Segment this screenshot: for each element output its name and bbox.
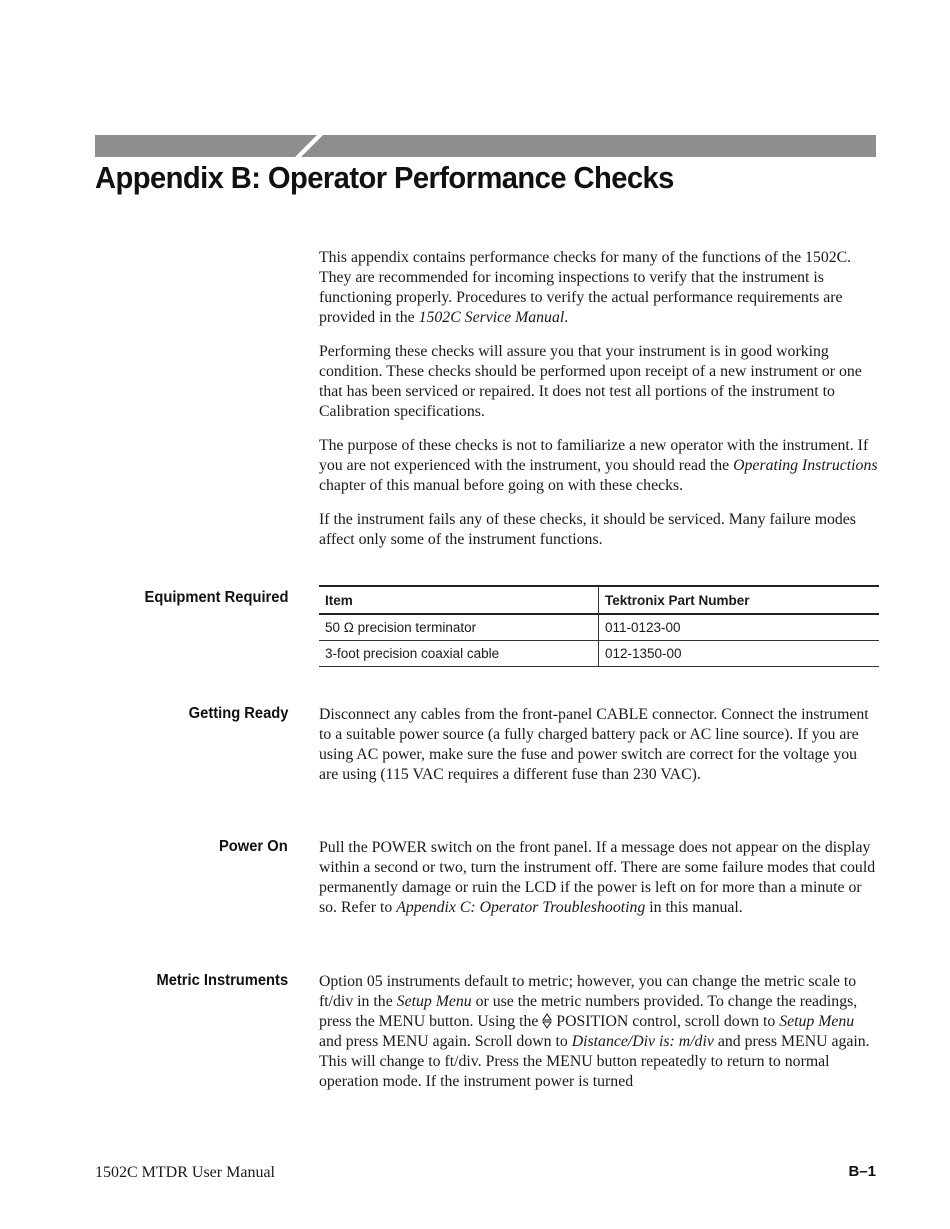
column-header-item: Item bbox=[319, 586, 599, 614]
column-header-part-number: Tektronix Part Number bbox=[605, 592, 750, 608]
getting-ready-section bbox=[319, 705, 879, 785]
intro-paragraph: This appendix contains performance checks for many of the functions of the 1502C. They are recommended for incoming inspections to verify that the instrument is functioning properly. Procedures to verify the actual performance requirements are provided in the 1502C Service Manual. bbox=[319, 249, 852, 326]
page-title: Appendix B: Operator Performance Checks bbox=[95, 160, 674, 195]
italic-reference: 1502C Service Manual bbox=[418, 309, 565, 326]
intro-paragraph: Performing these checks will assure you that your instrument is in good working condition. These checks should be performed upon receipt of a new instrument or one that has been serviced or repaired. It does not test all portions of the instrument to Calibration specifications. bbox=[319, 343, 862, 420]
getting-ready-heading: Getting Ready bbox=[188, 705, 288, 722]
intro-paragraph: The purpose of these checks is not to familiarize a new operator with the instrument. If you are not experienced with the instrument, you should read the Operating Instructions chapter of this manual before going on with these checks. bbox=[319, 437, 878, 494]
table-cell-part-number: 011-0123-00 bbox=[605, 620, 681, 635]
getting-ready-text: Disconnect any cables from the front-panel CABLE connector. Connect the instrument to a suitable power source (a fully charged battery pack or AC line source). If you are using AC power, make sure the fuse and power switch are correct for the voltage you are using (115 VAC requires a different fuse than 230 VAC). bbox=[319, 706, 869, 783]
up-down-arrows-icon bbox=[542, 1013, 552, 1029]
italic-reference: Appendix C: Operator Troubleshooting bbox=[396, 899, 646, 916]
power-on-text: Pull the POWER switch on the front panel. If a message does not appear on the display within a second or two, turn the instrument off. There are some failure modes that could permanently damage or ruin the LCD if the power is left on for more than a minute or so. Refer to Appendix C: Operator Troubleshooting in this manual. bbox=[319, 839, 876, 916]
metric-section bbox=[319, 972, 879, 1092]
equipment-table bbox=[319, 585, 879, 667]
table-header-row bbox=[319, 586, 879, 614]
intro-section bbox=[319, 248, 879, 550]
italic-reference: Operating Instructions bbox=[733, 457, 878, 474]
power-on-section bbox=[319, 838, 879, 918]
metric-heading: Metric Instruments bbox=[156, 972, 288, 989]
table-row bbox=[319, 641, 879, 667]
table-cell-part-number: 012-1350-00 bbox=[605, 646, 682, 661]
table-cell-item: 3-foot precision coaxial cable bbox=[319, 641, 599, 667]
header-bar bbox=[95, 135, 876, 157]
power-on-heading: Power On bbox=[219, 838, 288, 855]
italic-reference: Distance/Div is: m/div bbox=[571, 1033, 714, 1050]
footer-manual-title: 1502C MTDR User Manual bbox=[95, 1164, 275, 1181]
table-row bbox=[319, 614, 879, 641]
footer-page-number: B–1 bbox=[848, 1163, 876, 1180]
table-cell-item: 50 Ω precision terminator bbox=[319, 614, 599, 641]
equipment-heading: Equipment Required bbox=[144, 589, 288, 606]
italic-reference: Setup Menu bbox=[396, 993, 472, 1010]
italic-reference: Setup Menu bbox=[779, 1013, 855, 1030]
metric-text: Option 05 instruments default to metric; however, you can change the metric scale to ft/div in the Setup Menu or use the metric numbers provided. To change the readings, press the MENU button. Using the POSITION control, scroll down to Setup Menu and press MENU again. Scroll down to Distance/Div is: m/div and press MENU again. This will change to ft/div. Press the MENU button repeatedly to return to normal operation mode. If the instrument power is turned bbox=[319, 973, 870, 1090]
intro-paragraph: If the instrument fails any of these checks, it should be serviced. Many failure modes affect only some of the instrument functions. bbox=[319, 511, 856, 548]
